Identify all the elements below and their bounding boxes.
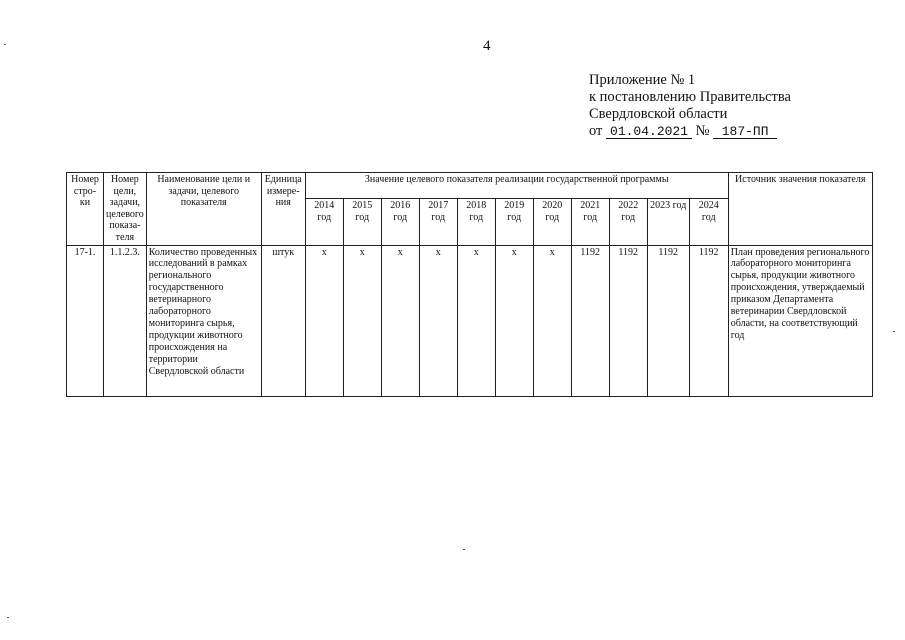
cell-value: x [305, 245, 343, 396]
cell-source: План проведения регионального лабораторного мониторинга сырья, продукции животного происхождения, утверждаемый приказом Департамента ветеринарии Свердловской области, на соответствующий год [728, 245, 872, 396]
cell-value: x [533, 245, 571, 396]
year-header: 2024 год [689, 198, 728, 245]
year-header: 2015 год [343, 198, 381, 245]
annex-date: 01.04.2021 [606, 123, 692, 139]
year-header: 2018 год [457, 198, 495, 245]
annex-line-2: к постановлению Правительства [589, 89, 791, 105]
indicator-table [66, 172, 873, 397]
scan-speck [463, 549, 465, 550]
header-value-group: Значение целевого показателя реализации государственной программы [305, 173, 728, 199]
page-number: 4 [483, 38, 491, 54]
scan-speck [893, 331, 895, 332]
year-header: 2016 год [381, 198, 419, 245]
year-header: 2022 год [609, 198, 647, 245]
header-unit: Единица измере-ния [261, 173, 305, 246]
cell-value: 1192 [647, 245, 689, 396]
year-header: 2021 год [571, 198, 609, 245]
cell-value: 1192 [571, 245, 609, 396]
scan-speck [7, 617, 9, 618]
cell-name: Количество проведенных исследований в рамках регионального государственного ветеринарного лабораторного мониторинга сырья, продукции животного происхождения на территории Свердловской области [146, 245, 261, 396]
cell-value: x [343, 245, 381, 396]
annex-block [589, 72, 791, 140]
header-name: Наименование цели и задачи, целевого показателя [146, 173, 261, 246]
cell-value: x [381, 245, 419, 396]
header-row-1 [67, 173, 873, 199]
header-row-no: Номер стро-ки [67, 173, 104, 246]
annex-line-3: Свердловской области [589, 106, 728, 122]
cell-value: 1192 [609, 245, 647, 396]
annex-number-label: № [695, 123, 710, 139]
cell-value: x [419, 245, 457, 396]
year-header: 2020 год [533, 198, 571, 245]
cell-row-no: 17-1. [67, 245, 104, 396]
cell-value: 1192 [689, 245, 728, 396]
year-header: 2014 год [305, 198, 343, 245]
year-header: 2017 год [419, 198, 457, 245]
cell-value: x [457, 245, 495, 396]
year-header: 2023 год [647, 198, 689, 245]
header-source: Источник значения показателя [728, 173, 872, 246]
annex-number: 187-ПП [713, 123, 777, 139]
annex-date-line [589, 123, 791, 140]
scan-speck [4, 44, 6, 45]
annex-from-label: от [589, 123, 603, 139]
cell-unit: штук [261, 245, 305, 396]
year-header: 2019 год [495, 198, 533, 245]
annex-title: Приложение № 1 [589, 72, 696, 88]
cell-goal-no: 1.1.2.3. [104, 245, 147, 396]
table-row [67, 245, 873, 396]
cell-value: x [495, 245, 533, 396]
header-goal-no: Номер цели, задачи, целевого показа-теля [104, 173, 147, 246]
